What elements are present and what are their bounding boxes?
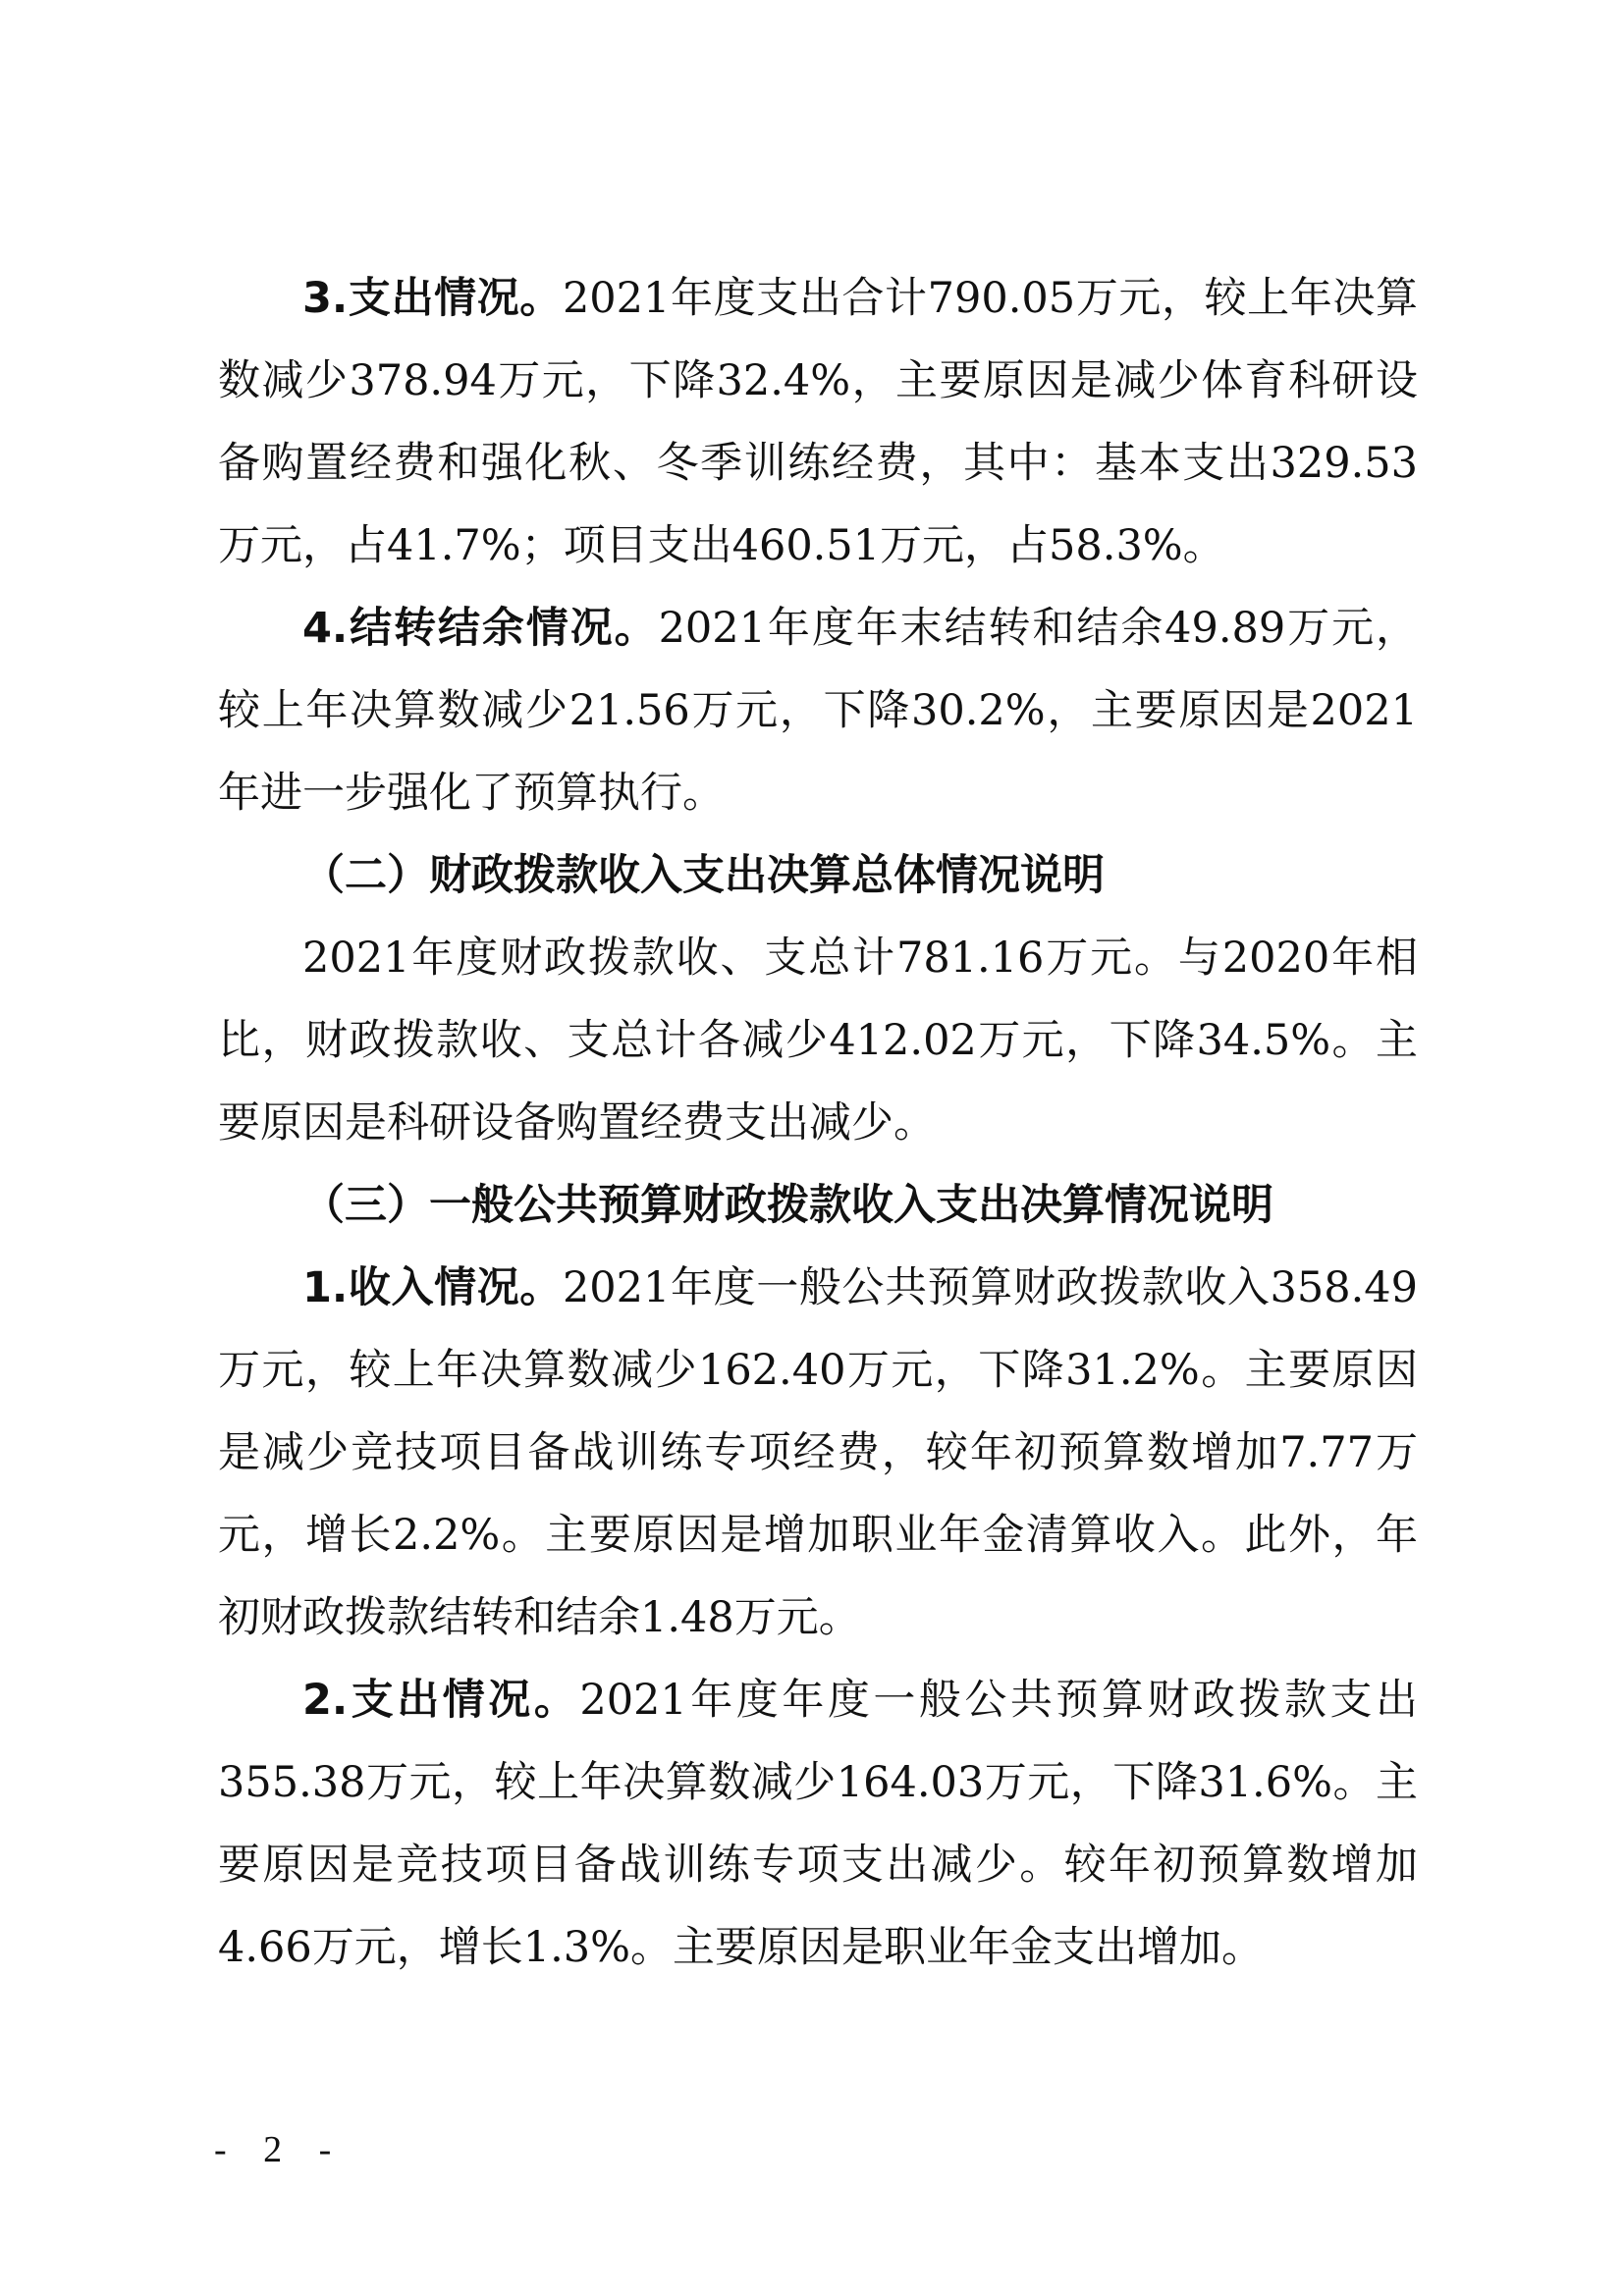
paragraph-lead: 2.支出情况。 — [302, 1676, 580, 1725]
paragraph-lead: 1.收入情况。 — [302, 1263, 563, 1312]
paragraph-text: 2021年度年末结转和结余49.89万元，较上年决算数减少21.56万元，下降30.2%，主要原因是2021年进一步强化了预算执行。 — [218, 604, 1418, 818]
section-heading-3: （三）一般公共预算财政拨款收入支出决算情况说明 — [302, 1181, 1273, 1230]
paragraph-text: 2021年度财政拨款收、支总计781.16万元。与2020年相比，财政拨款收、支总计各减少412.02万元，下降34.5%。主要原因是科研设备购置经费支出减少。 — [218, 934, 1418, 1148]
paragraph-text: 2021年度一般公共预算财政拨款收入358.49万元，较上年决算数减少162.40万元，下降31.2%。主要原因是减少竞技项目备战训练专项经费，较年初预算数增加7.77万元，增长2.2%。主要原因是增加职业年金清算收入。此外，年初财政拨款结转和结余1.48万元。 — [218, 1263, 1419, 1642]
paragraph-text: 2021年度年度一般公共预算财政拨款支出355.38万元，较上年决算数减少164.03万元，下降31.6%。主要原因是竞技项目备战训练专项支出减少。较年初预算数增加4.66万元，增长1.3%。主要原因是职业年金支出增加。 — [218, 1676, 1418, 1972]
paragraph-general-expenditure — [218, 1659, 1418, 1989]
paragraph-lead: 4.结转结余情况。 — [302, 604, 659, 653]
section-heading-2: （二）财政拨款收入支出决算总体情况说明 — [302, 851, 1105, 900]
document-body — [218, 257, 1418, 1989]
paragraph-text: 2021年度支出合计790.05万元，较上年决算数减少378.94万元，下降32.4%，主要原因是减少体育科研设备购置经费和强化秋、冬季训练经费，其中：基本支出329.53万元，占41.7%；项目支出460.51万元，占58.3%。 — [218, 274, 1419, 570]
paragraph-fiscal-total — [218, 917, 1418, 1164]
paragraph-lead: 3.支出情况。 — [302, 274, 563, 323]
paragraph-carryover — [218, 587, 1418, 834]
paragraph-expenditure — [218, 257, 1418, 587]
page-number: - 2 - — [214, 2129, 346, 2170]
paragraph-income — [218, 1247, 1418, 1659]
